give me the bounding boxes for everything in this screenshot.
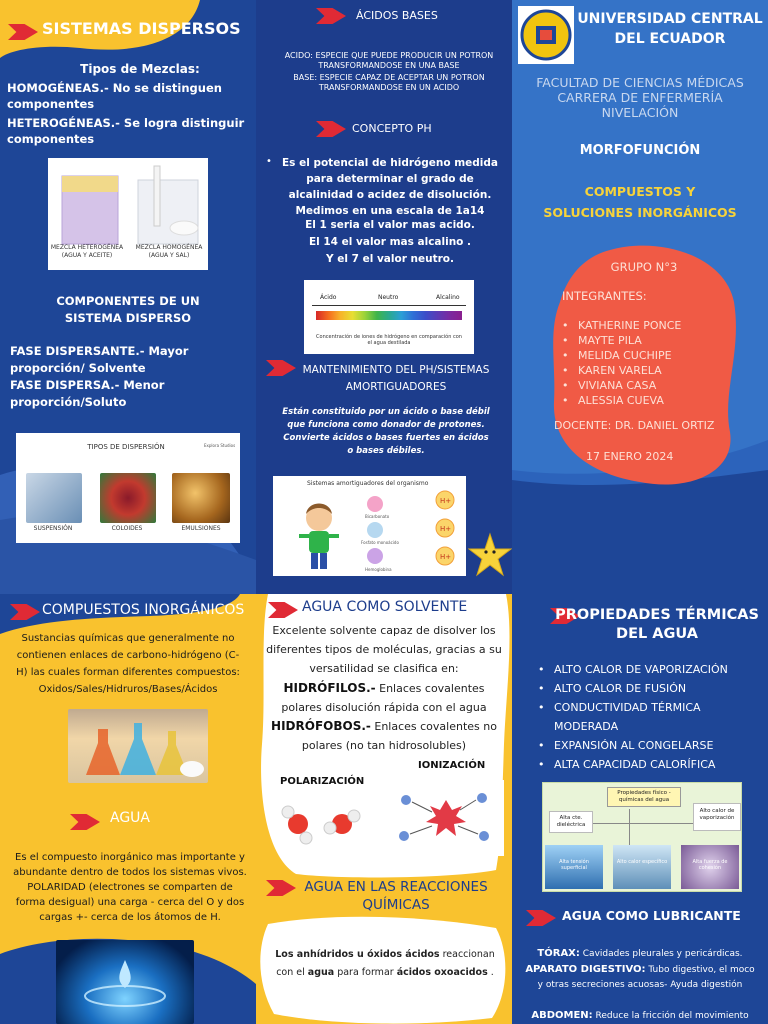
buffer-label: Hemoglobina <box>365 567 392 572</box>
coloides-photo <box>100 473 156 523</box>
title-mantenimiento: MANTENIMIENTO DEL PH/SISTEMAS AMORTIGUADORES <box>302 364 490 393</box>
tipos-dispersion-title: TIPOS DE DISPERSIÓN <box>87 443 165 451</box>
ph-scale-figure <box>304 280 474 354</box>
prop-item: • EXPANSIÓN AL CONGELARSE <box>538 736 758 755</box>
university-name: UNIVERSIDAD CENTRAL DEL ECUADOR <box>577 11 763 47</box>
abdomen-text <box>522 1008 758 1024</box>
abdomen-desc: Reduce la fricción del movimiento <box>592 1011 749 1021</box>
propiedades-diagram <box>542 782 742 892</box>
polarizacion-label: POLARIZACIÓN <box>280 776 365 787</box>
hidrofilos-text: Enlaces covalentes polares disolución rápida con el agua <box>281 682 487 714</box>
hidrofilos-para <box>266 679 502 717</box>
diagram-photo <box>613 845 671 889</box>
svg-text:H+: H+ <box>440 553 452 561</box>
panel-agua-solvente <box>256 594 512 1024</box>
arrow-icon <box>526 910 556 926</box>
props-list <box>538 660 758 774</box>
digestivo-desc: Tubo digestivo, el moco y otras secreciones acuosas- Ayuda digestión <box>537 965 755 990</box>
svg-text:H+: H+ <box>440 497 452 505</box>
panel-portada <box>512 0 768 594</box>
acido-def: ACIDO: ESPECIE QUE PUEDE PRODUCIR UN POTRON TRANSFORMANDOSE EN UNA BASE <box>284 51 494 70</box>
torax-desc: Cavidades pleurales y pericárdicas. <box>579 949 743 959</box>
ph-line1: El 1 seria el valor mas acido. <box>305 219 475 231</box>
title-reacciones: AGUA EN LAS REACCIONES QUÍMICAS <box>304 879 488 913</box>
agua-text: Es el compuesto inorgánico mas importante y abundante dentro de todos los sistemas vivos. POLARIDAD (electrones se comparten de forma desigual) una carga - cerca del O y dos cargas +- cerca de los átomos de H. <box>13 852 247 923</box>
abdomen-term: ABDOMEN: <box>531 1010 593 1021</box>
members-list <box>562 318 732 408</box>
reacciones-end: . <box>487 967 494 978</box>
diagram-node: Alto calor de vaporización <box>693 803 741 831</box>
hidrofobos-para <box>266 717 502 755</box>
title-agua: AGUA <box>110 810 151 826</box>
water-molecules-icon <box>276 798 376 846</box>
digestivo-text <box>522 962 758 993</box>
buffer-fig-title: Sistemas amortiguadores del organismo <box>307 480 429 487</box>
member: • ALESSIA CUEVA <box>562 393 732 408</box>
suspension-photo <box>26 473 82 523</box>
torax-term: TÓRAX: <box>537 948 580 959</box>
homogeneas-text: HOMOGÉNEAS.- No se distinguen componentes <box>7 81 222 111</box>
panel-propiedades-termicas <box>512 594 768 1024</box>
ph-text: Es el potencial de hidrógeno medida para determinar el grado de alcalinidad o acidez de disolución. Medimos en una escala de 1a14 <box>282 157 498 217</box>
reacciones-term2: ácidos oxoacidos <box>396 967 488 978</box>
star-icon <box>468 532 512 580</box>
compuestos-text: Sustancias químicas que generalmente no contienen enlaces de carbono-hidrógeno (C-H) las cuales forman diferentes compuestos: Oxidos/Sales/Hidruros/Bases/Ácidos <box>16 633 240 695</box>
diagram-node: Alta tensión superficial <box>559 859 589 871</box>
emulsiones-photo <box>172 473 230 523</box>
reacciones-mid: reaccionan con el <box>276 949 495 978</box>
boy-figure <box>273 476 466 576</box>
group-number: GRUPO N°3 <box>610 260 678 274</box>
panel-acidos-bases <box>256 0 512 594</box>
solvente-text: Excelente solvente capaz de disolver los diferentes tipos de moléculas, gracias a su versatilidad se clasifica en: <box>266 624 502 675</box>
hidrofilos-term: HIDRÓFILOS.- <box>283 681 376 695</box>
title-acidos-bases: ÁCIDOS BASES <box>356 9 438 22</box>
subject: MORFOFUNCIÓN <box>579 143 701 158</box>
componentes-heading: COMPONENTES DE UN SISTEMA DISPERSO <box>56 294 200 325</box>
scale-alcalino: Alcalino <box>436 294 460 301</box>
university-logo <box>518 6 574 64</box>
prop-item: • ALTO CALOR DE FUSIÓN <box>538 679 758 698</box>
water-drop-photo <box>56 940 194 1024</box>
ph-color-bar <box>316 311 462 320</box>
tipos-dispersion-figure <box>16 433 240 543</box>
title-concepto-ph: CONCEPTO PH <box>352 122 432 135</box>
fig-heterogenea-label: MEZCLA HETEROGÉNEA (AGUA Y ACEITE) <box>50 244 124 259</box>
fig-homogenea-label: MEZCLA HOMOGÉNEA (AGUA Y SAL) <box>135 244 203 259</box>
tipos-heading: Tipos de Mezclas: <box>80 62 200 76</box>
torax-text <box>522 946 758 962</box>
career: CARRERA DE ENFERMERÍA <box>557 90 723 105</box>
bullet-icon: • <box>266 156 272 167</box>
title-compuestos: COMPUESTOS INORGÁNICOS <box>42 602 245 618</box>
prop-item: • ALTA CAPACIDAD CALORÍFICA <box>538 755 758 774</box>
title-agua-solvente: AGUA COMO SOLVENTE <box>302 599 468 615</box>
buffer-figure <box>273 476 466 576</box>
buffer-label: Fosfato monoácido <box>361 540 399 545</box>
mant-text: Están constituido por un ácido o base débil que funciona como donador de protones. Convierte ácidos o bases fuertes en ácidos o bases débiles. <box>282 407 490 456</box>
diagram-node: Alto calor específico <box>616 859 668 865</box>
title-sistemas-dispersos: SISTEMAS DISPERSOS <box>42 19 241 38</box>
label-coloides: COLOIDES <box>111 525 143 532</box>
svg-text:H+: H+ <box>440 525 452 533</box>
arrow-icon <box>266 360 296 376</box>
base-def: BASE: ESPECIE CAPAZ DE ACEPTAR UN POTRON TRANSFORMANDOSE EN UN ACIDO <box>293 73 485 92</box>
integrantes-label: INTEGRANTES: <box>562 289 647 303</box>
reacciones-mid2: para formar <box>334 967 397 978</box>
buffer-label: Bicarbonato <box>365 514 390 519</box>
ionizacion-label: IONIZACIÓN <box>418 760 486 771</box>
heterogeneas-text: HETEROGÉNEAS.- Se logra distinguir componentes <box>7 116 245 146</box>
scale-neutro: Neutro <box>378 294 399 301</box>
diagram-center: Propiedades físico - químicas del agua <box>607 787 681 807</box>
prop-item: • CONDUCTIVIDAD TÉRMICA MODERADA <box>538 698 758 736</box>
reacciones-text <box>274 946 496 982</box>
mezclas-figure <box>48 158 208 270</box>
title-propiedades: PROPIEDADES TÉRMICAS DEL AGUA <box>555 607 759 642</box>
diagram-node: Alta fuerza de cohesión <box>692 859 728 871</box>
member: • MELIDA CUCHIPE <box>562 348 732 363</box>
scale-axis <box>312 305 466 306</box>
hidrofobos-term: HIDRÓFOBOS.- <box>271 719 371 733</box>
docente: DOCENTE: DR. DANIEL ORTIZ <box>554 419 715 432</box>
fase-dispersa: FASE DISPERSA.- Menor proporción/Soluto <box>10 378 165 409</box>
panel-sistemas-dispersos <box>0 0 256 594</box>
topic: COMPUESTOS Y SOLUCIONES INORGÁNICOS <box>543 184 737 220</box>
level: NIVELACIÓN <box>601 105 679 120</box>
reacciones-term1: Los anhídridos u óxidos ácidos <box>275 949 440 960</box>
arrow-icon <box>316 8 346 24</box>
connector <box>583 823 703 824</box>
title-lubricante: AGUA COMO LUBRICANTE <box>562 908 741 923</box>
hidrofobos-text: Enlaces covalentes no polares (no tan hidrosolubles) <box>301 720 497 752</box>
reacciones-agua: agua <box>307 967 335 978</box>
ionization-diagram <box>386 780 504 856</box>
ph-line2: El 14 el valor mas alcalino . <box>308 236 472 248</box>
diagram-node: Alta cte. dieléctrica <box>549 811 593 833</box>
flasks-photo <box>68 709 208 783</box>
member: • KAREN VARELA <box>562 363 732 378</box>
ph-line3: Y el 7 el valor neutro. <box>325 253 455 265</box>
member: • MAYTE PILA <box>562 333 732 348</box>
digestivo-term: APARATO DIGESTIVO: <box>525 964 646 975</box>
scale-caption: Concentración de iones de hidrógeno en comparación con el agua destilada <box>316 334 462 346</box>
member: • KATHERINE PONCE <box>562 318 732 333</box>
member: • VIVIANA CASA <box>562 378 732 393</box>
panel-compuestos-inorganicos <box>0 594 256 1024</box>
scale-acido: Ácido <box>320 294 337 301</box>
faculty: FACULTAD DE CIENCIAS MÉDICAS <box>536 75 744 90</box>
label-suspension: SUSPENSIÓN <box>33 525 73 532</box>
arrow-icon <box>316 121 346 137</box>
date: 17 ENERO 2024 <box>586 450 674 463</box>
explora-logo: Explora Studios <box>204 443 236 448</box>
fase-dispersante: FASE DISPERSANTE.- Mayor proporción/ Solvente <box>10 344 189 375</box>
prop-item: • ALTO CALOR DE VAPORIZACIÓN <box>538 660 758 679</box>
label-emulsiones: EMULSIONES <box>181 525 221 532</box>
